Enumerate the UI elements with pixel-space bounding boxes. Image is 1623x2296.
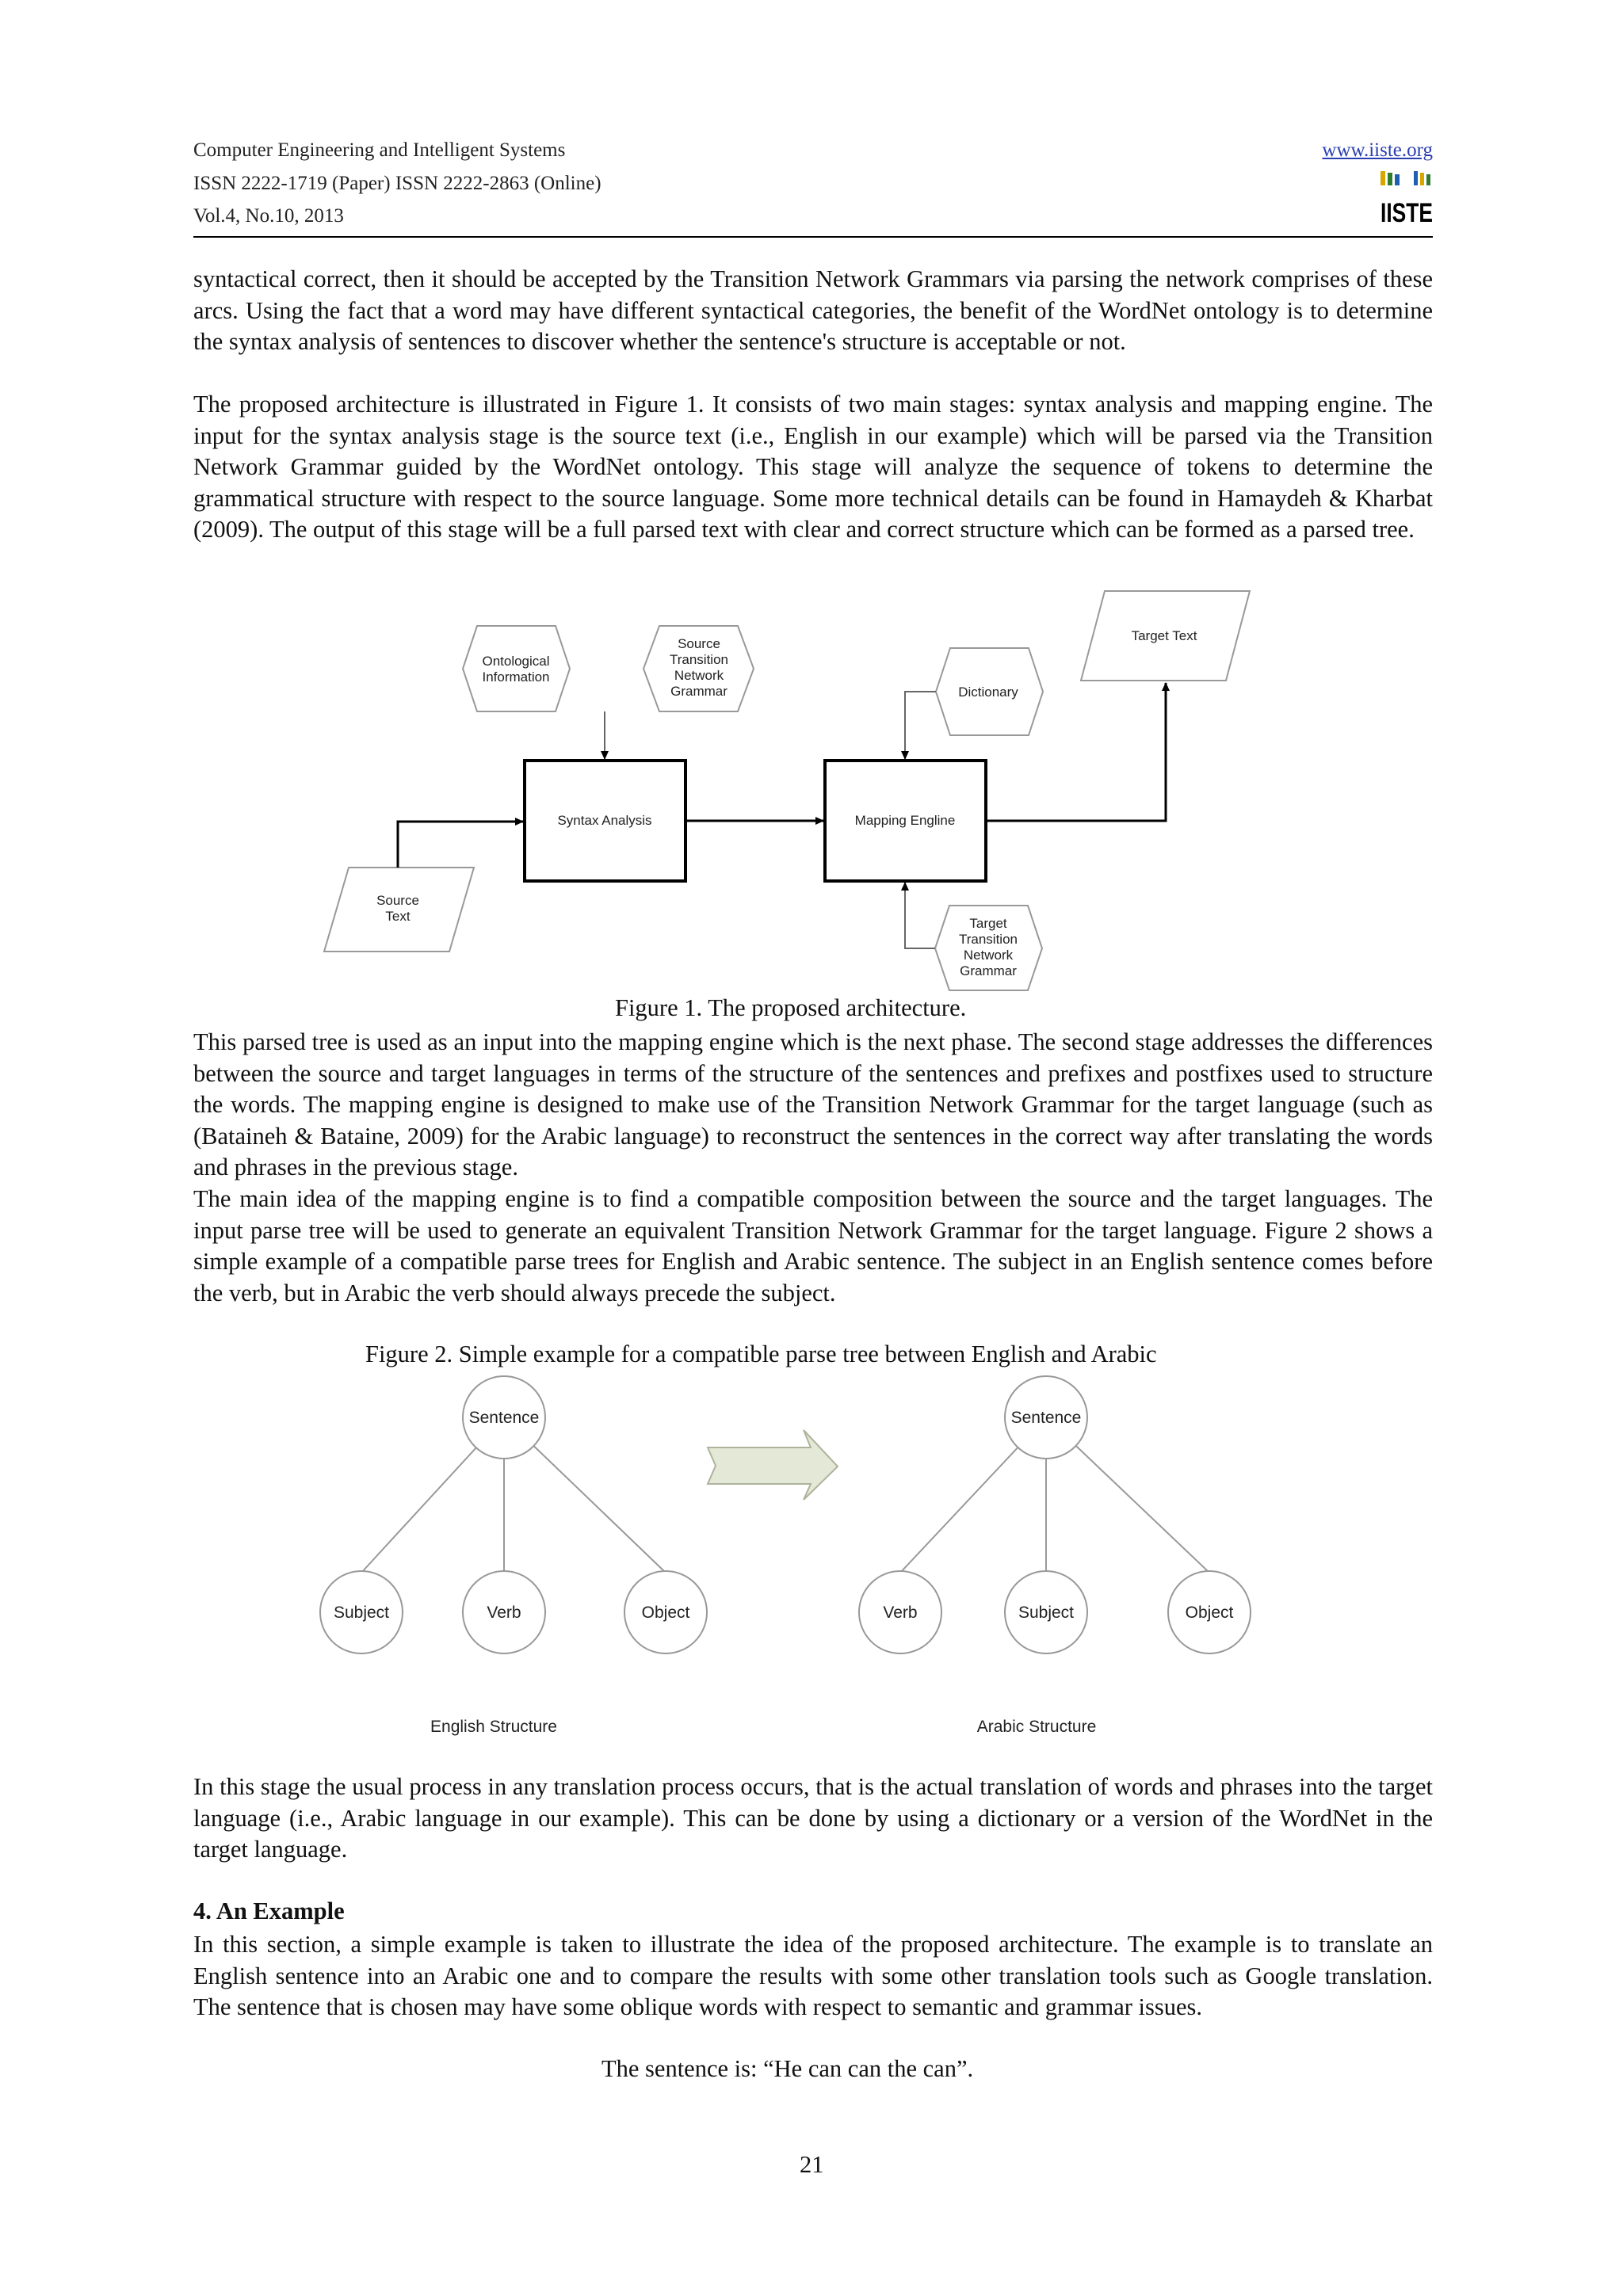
svg-text:Grammar: Grammar (670, 684, 727, 699)
page-number: 21 (800, 2151, 824, 2178)
volume-line: Vol.4, No.10, 2013 (193, 205, 344, 227)
svg-text:Sentence: Sentence (1010, 1409, 1082, 1427)
header-rule (193, 236, 1433, 238)
svg-text:Dictionary: Dictionary (958, 685, 1018, 700)
section-4-heading: 4. An Example (193, 1897, 345, 1924)
svg-text:Object: Object (641, 1604, 690, 1622)
logo-text: IISTE (1381, 198, 1433, 228)
figure-1-architecture (0, 578, 1623, 990)
paragraph-6: In this section, a simple example is taken to illustrate the idea of the proposed architecture. The example is to translate an English sentence into an Arabic one and to compare the results with some other translation tools such as Google translation. The sentence that is chosen may have some oblique words with respect to semantic and grammar issues. (193, 1931, 1433, 2020)
paragraph-3: This parsed tree is used as an input into the mapping engine which is the next phase. The second stage addresses the differences between the source and target languages in terms of the structure of the sentences and prefixes and postfixes used to structure the words. The mapping engine is designed to make use of the Transition Network Grammar for the target language (such as (Bataineh & Bataine, 2009) for the Arabic language) to reconstruct the sentences in the correct way after translating the words and phrases in the previous stage. (193, 1028, 1433, 1180)
svg-text:Target Text: Target Text (1131, 628, 1197, 643)
iiste-logo (1379, 170, 1434, 227)
svg-text:Text: Text (385, 909, 411, 924)
example-sentence: The sentence is: “He can can the can”. (601, 2055, 974, 2082)
paragraph-5: In this stage the usual process in any translation process occurs, that is the actual translation of words and phrases into the target language (i.e., Arabic language in our example). This can be done by using a dictionary or a version of the WordNet in the target language. (193, 1773, 1433, 1863)
svg-text:Source: Source (376, 893, 419, 908)
svg-text:Subject: Subject (333, 1604, 390, 1622)
svg-text:Grammar: Grammar (960, 963, 1017, 978)
svg-text:Target: Target (969, 916, 1007, 931)
figure-2-parse-trees (0, 1371, 1623, 1751)
svg-text:Verb: Verb (487, 1604, 521, 1622)
svg-text:Sentence: Sentence (468, 1409, 540, 1427)
svg-text:Information: Information (482, 669, 550, 685)
paragraph-4: The main idea of the mapping engine is to find a compatible composition between the source and the target languages. The input parse tree will be used to generate an equivalent Transition Network Grammar for the target language. Figure 2 shows a simple example of a compatible parse trees for English and Arabic sentence. The subject in an English sentence comes before the verb, but in Arabic the verb should always precede the subject. (193, 1185, 1433, 1306)
arabic-structure-label: Arabic Structure (976, 1718, 1097, 1736)
issn-line: ISSN 2222-1719 (Paper) ISSN 2222-2863 (Online) (193, 173, 601, 194)
paragraph-1: syntactical correct, then it should be accepted by the Transition Network Grammars via parsing the network comprises of these arcs. Using the fact that a word may have different syntactical categories, the benefit of the WordNet ontology is to determine the syntax analysis of sentences to discover whether the sentence's structure is acceptable or not. (193, 265, 1433, 355)
svg-text:Mapping Engline: Mapping Engline (854, 813, 956, 828)
english-structure-label: English Structure (430, 1718, 557, 1736)
svg-text:Syntax Analysis: Syntax Analysis (557, 813, 652, 828)
svg-text:Subject: Subject (1018, 1604, 1075, 1622)
svg-text:Source: Source (678, 636, 720, 651)
arrow-dictionary-to-mapping (905, 692, 936, 759)
svg-text:Transition: Transition (669, 652, 729, 667)
svg-text:Verb: Verb (883, 1604, 918, 1622)
figure-2-caption: Figure 2. Simple example for a compatible parse tree between English and Arabic (365, 1341, 1157, 1367)
svg-text:Object: Object (1185, 1604, 1234, 1622)
svg-text:Network: Network (674, 668, 724, 683)
arrow-target-tng-to-mapping (905, 883, 935, 948)
website-link[interactable]: www.iiste.org (1322, 139, 1433, 161)
journal-title: Computer Engineering and Intelligent Systems (193, 139, 566, 161)
figure-1-caption: Figure 1. The proposed architecture. (615, 994, 967, 1021)
svg-text:Network: Network (963, 948, 1014, 963)
svg-text:Ontological: Ontological (482, 654, 550, 669)
transform-arrow-icon (708, 1430, 838, 1500)
svg-text:Transition: Transition (958, 932, 1018, 947)
paragraph-2: The proposed architecture is illustrated in Figure 1. It consists of two main stages: syntax analysis and mapping engine. The input for the syntax analysis stage is the source text (i.e., English in our example) which will be parsed via the Transition Network Grammar guided by the WordNet ontology. This stage will analyze the sequence of tokens to determine the grammatical structure with respect to the source language. Some more technical details can be found in Hamaydeh & Kharbat (2009). The output of this stage will be a full parsed text with clear and correct structure which can be formed as a parsed tree. (193, 391, 1433, 543)
arrow-source-to-syntax (398, 822, 523, 868)
ontological-information-node (463, 626, 570, 711)
